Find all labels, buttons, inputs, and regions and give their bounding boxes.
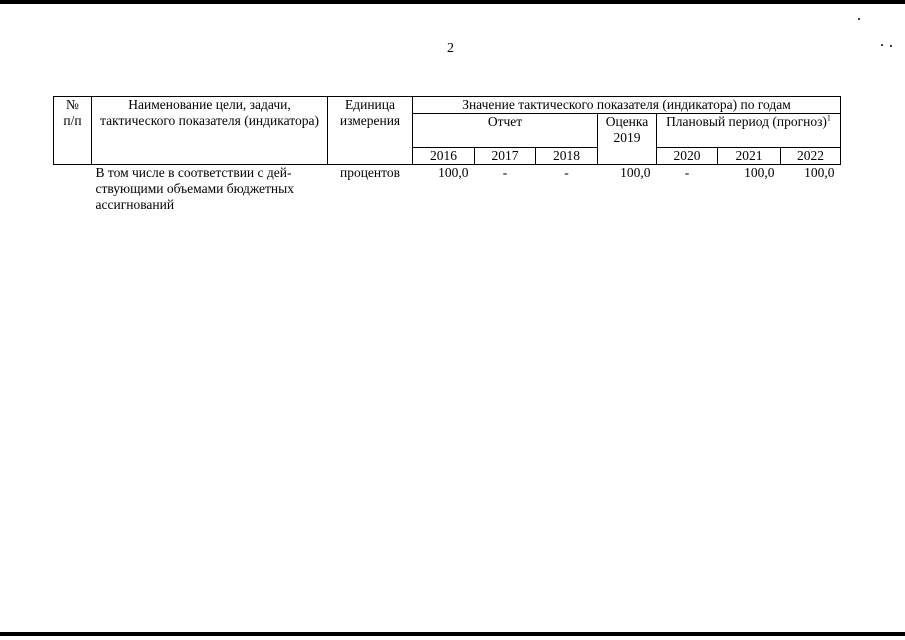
- value-2016: 100,0: [438, 165, 469, 180]
- row-number: [54, 165, 92, 214]
- header-values-group: Значение тактического показателя (индикатора) по годам: [413, 97, 841, 114]
- year-2016: 2016: [413, 148, 475, 165]
- year-2020: 2020: [657, 148, 718, 165]
- indicators-table: [53, 96, 841, 213]
- header-unit: Единица измерения: [328, 97, 413, 165]
- scan-speck: [881, 44, 883, 46]
- header-plan-label: Плановый период (прогноз): [666, 114, 827, 129]
- scan-edge-bottom: [0, 632, 905, 636]
- header-plan: [657, 114, 841, 148]
- value-2020: -: [684, 165, 690, 180]
- year-2018: 2018: [536, 148, 598, 165]
- value-2018: -: [564, 165, 569, 180]
- row-unit: процентов: [339, 165, 400, 180]
- scan-speck: [890, 45, 892, 47]
- year-2022: 2022: [781, 148, 841, 165]
- footnote-mark: 1: [826, 113, 831, 123]
- year-2021: 2021: [718, 148, 781, 165]
- page-number: 2: [447, 41, 454, 56]
- value-2019: 100,0: [620, 165, 651, 180]
- header-name: Наименование цели, задачи, тактического показателя (индикатора): [92, 97, 328, 165]
- year-2017: 2017: [475, 148, 536, 165]
- row-name: В том числе в соответствии с дей-ствующими объемами бюджетных ассигнований: [95, 165, 294, 212]
- header-number: № п/п: [54, 97, 92, 165]
- value-2021: 100,0: [744, 165, 775, 180]
- scan-speck: [858, 18, 860, 20]
- value-2017: -: [502, 165, 508, 180]
- header-estimate: Оценка 2019: [598, 114, 657, 165]
- header-report: Отчет: [413, 114, 598, 148]
- table-row: [54, 165, 841, 214]
- value-2022: 100,0: [804, 165, 835, 180]
- scan-edge-top: [0, 0, 905, 4]
